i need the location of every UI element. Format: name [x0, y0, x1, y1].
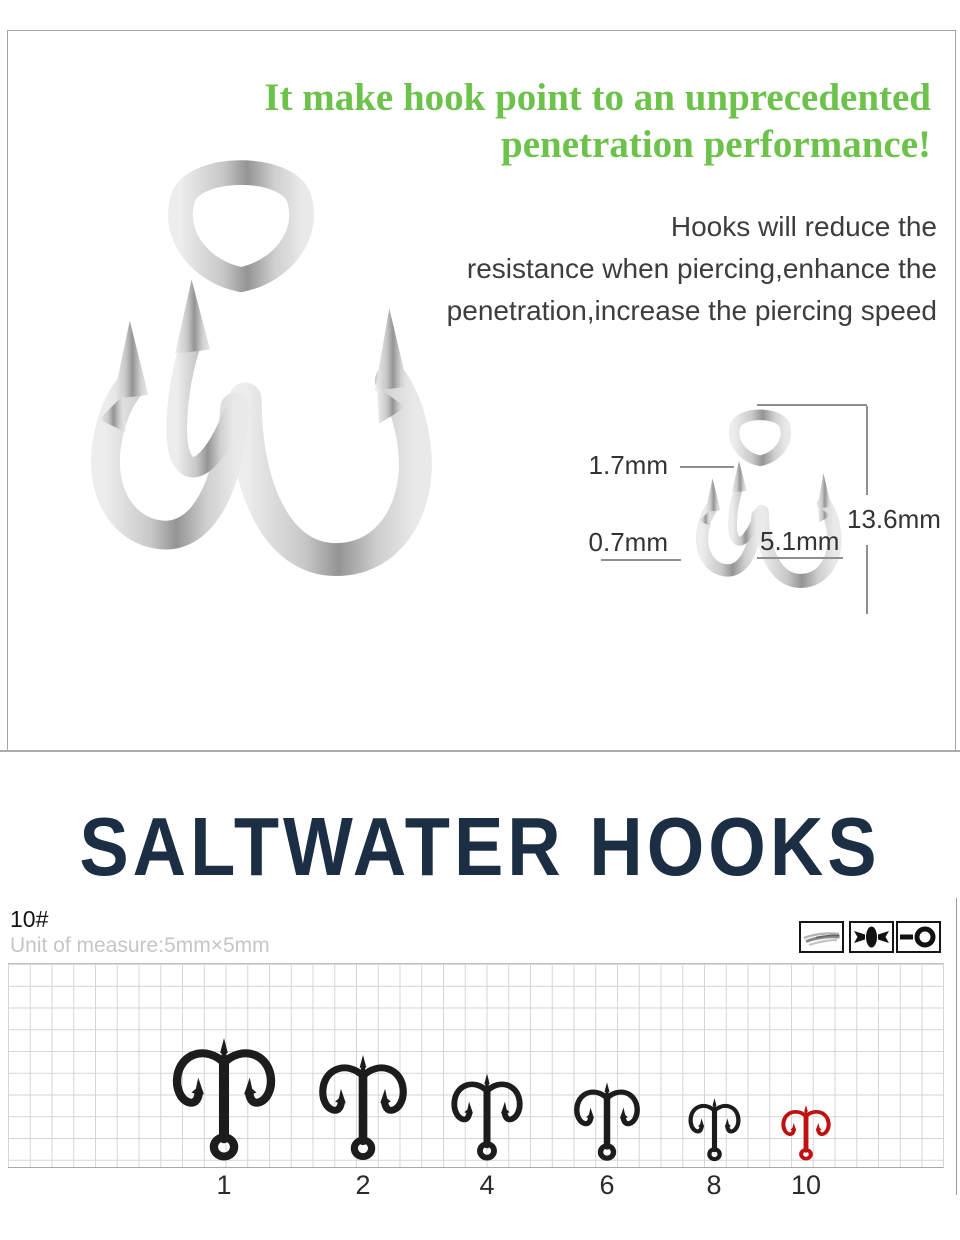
- treble-hook-size-2: [315, 1053, 411, 1163]
- unit-of-measure-note: Unit of measure:5mm×5mm: [10, 934, 270, 957]
- size-label: 8: [706, 1170, 722, 1200]
- measurement-total-length: 13.6mm: [847, 504, 941, 534]
- section-divider: [0, 750, 960, 752]
- size-label: 4: [479, 1170, 495, 1200]
- hero-description-line1: Hooks will reduce the: [670, 211, 937, 242]
- hero-heading-line2: penetration performance!: [501, 123, 931, 166]
- hero-description-line3: penetration,increase the piercing speed: [446, 295, 937, 326]
- treble-hook-size-6: [571, 1081, 643, 1163]
- measurement-eye-wire: 1.7mm: [588, 450, 668, 480]
- chart-right-border: [956, 898, 957, 1195]
- measure-line-eye-wire: [680, 466, 734, 468]
- treble-hook-size-10: [779, 1104, 833, 1162]
- model-number: 10#: [10, 906, 49, 932]
- measure-tick-total-length: [757, 404, 867, 406]
- measure-line-total-length-bottom: [866, 545, 868, 614]
- treble-hook-size-1: [168, 1036, 280, 1164]
- banner-title: SALTWATER HOOKS: [79, 800, 881, 894]
- treble-hook-size-8: [686, 1097, 743, 1163]
- measure-line-total-length-top: [866, 406, 868, 495]
- size-label: 1: [216, 1170, 232, 1200]
- hero-description-line2: resistance when piercing,enhance the: [466, 253, 937, 284]
- forged-shank-icon: [849, 921, 894, 953]
- hero-heading-line1: It make hook point to an unprecedented: [264, 76, 931, 119]
- treble-hook-size-4: [448, 1072, 526, 1163]
- size-label: 6: [599, 1170, 615, 1200]
- ring-eye-icon: [896, 921, 941, 953]
- measure-line-point-wire: [601, 559, 681, 561]
- measurement-gape: 5.1mm: [760, 526, 840, 556]
- treble-hook-photo-large: [35, 152, 447, 646]
- treble-hook-photo-measured: [672, 406, 848, 618]
- sharp-point-icon: [799, 921, 844, 953]
- size-label: 2: [355, 1170, 371, 1200]
- measure-line-gape: [757, 557, 843, 559]
- hero-description: [447, 206, 937, 332]
- size-label: 10: [790, 1170, 822, 1200]
- measurement-point-wire: 0.7mm: [588, 527, 668, 557]
